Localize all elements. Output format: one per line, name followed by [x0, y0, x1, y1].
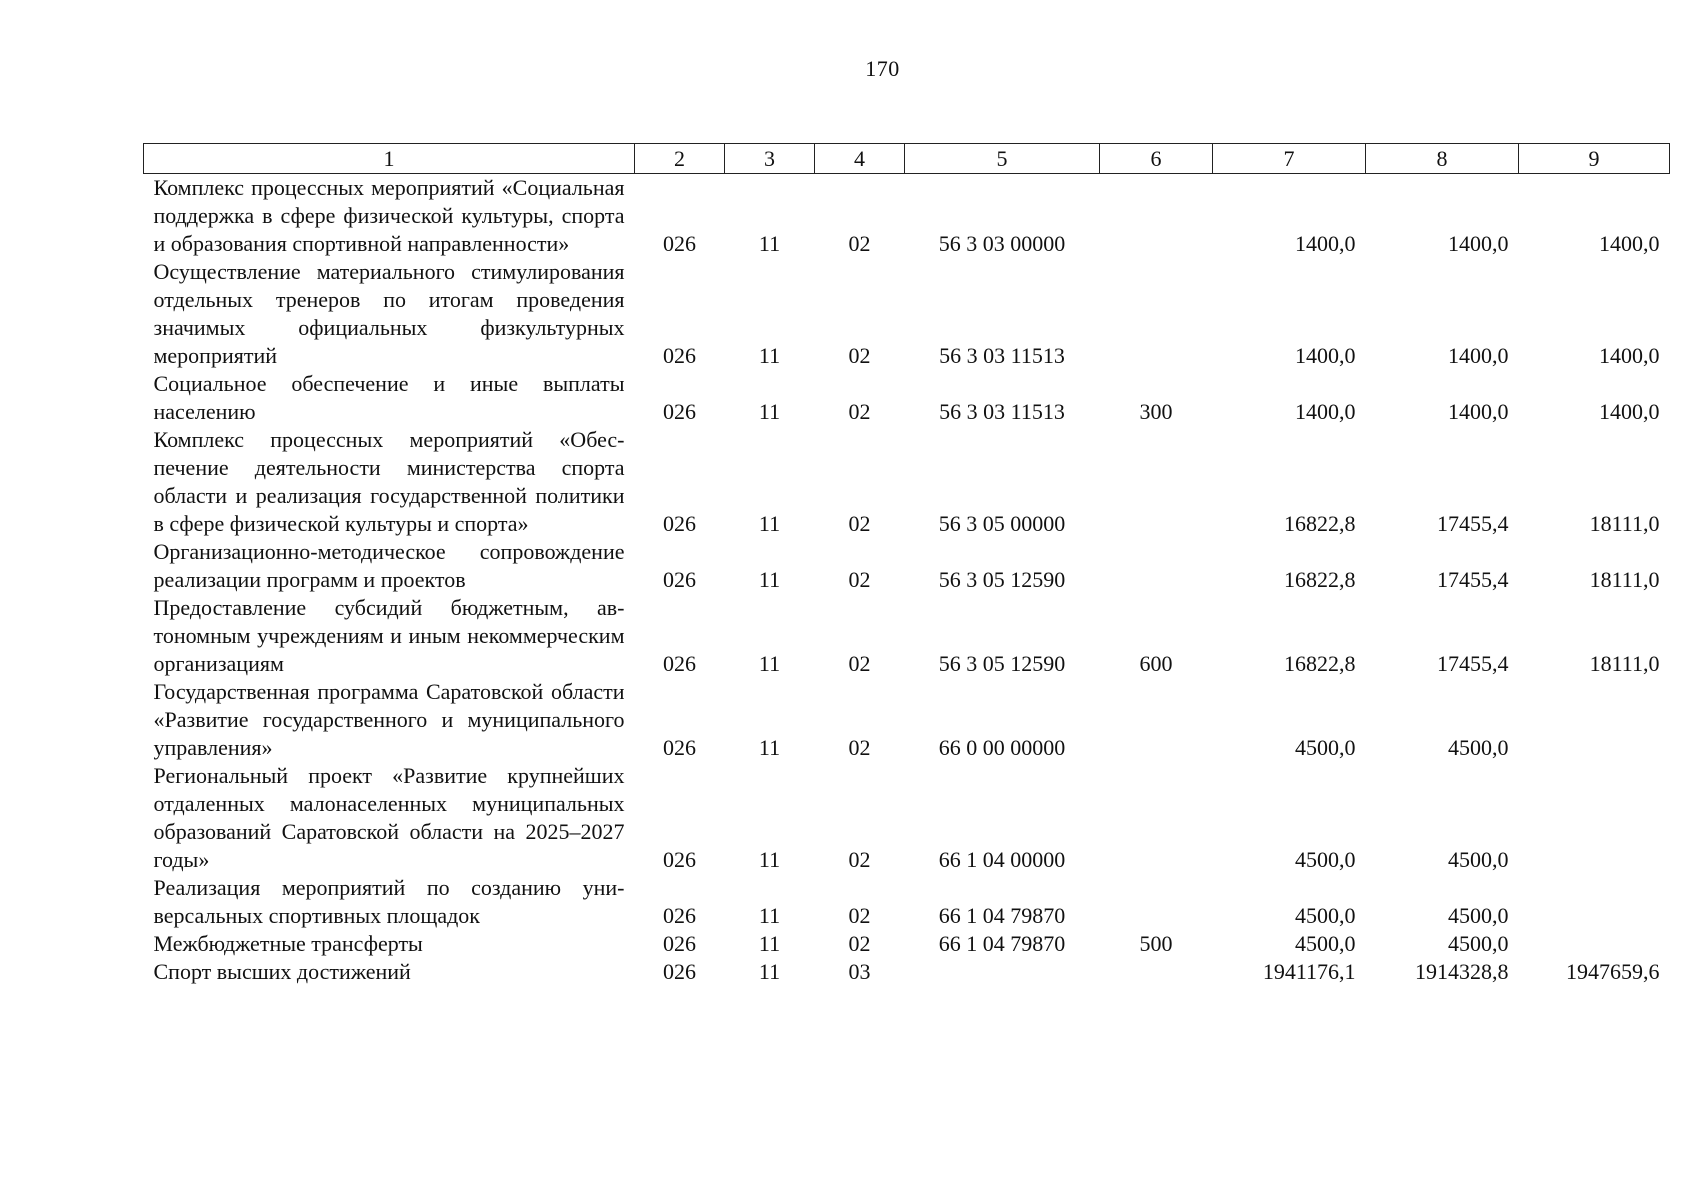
target-article-cell: 56 3 03 11513: [939, 399, 1065, 424]
subsection-cell: 02: [848, 343, 871, 368]
section-cell: 11: [758, 399, 781, 424]
section-cell: 11: [758, 959, 781, 984]
target-article-cell: 56 3 05 12590: [938, 567, 1066, 592]
amount-year1-cell: 1400,0: [1295, 399, 1356, 424]
amount-year2-cell: 1400,0: [1448, 231, 1509, 256]
target-article-cell: 66 1 04 00000: [938, 847, 1066, 872]
row-name-cell: Региональный проект «Развитие крупнейших отдаленных малонаселенных муниципальных образований Саратовской области на 2025–2027 годы»: [153, 763, 625, 872]
section-cell: 11: [758, 343, 781, 368]
amount-year1-cell: 4500,0: [1295, 903, 1356, 928]
amount-year1-cell: 16822,8: [1284, 651, 1356, 676]
subsection-cell: 03: [848, 959, 871, 984]
table-row: [144, 678, 1670, 762]
amount-year1-cell: 1941176,1: [1262, 959, 1356, 984]
row-name-cell: Предоставление субсидий бюджетным, автономным учреждениям и иным некоммерческим организациям: [153, 595, 625, 676]
table-row: [144, 874, 1670, 930]
expense-type-cell: 500: [1139, 931, 1173, 956]
budget-table: [143, 143, 1670, 986]
code-cell: 026: [663, 399, 696, 424]
amount-year2-cell: 4500,0: [1448, 903, 1509, 928]
row-name-cell: Организационно-методическое сопровождение реализации программ и проектов: [153, 539, 625, 592]
target-article-cell: 66 1 04 79870: [938, 903, 1066, 928]
expense-type-cell: [1100, 174, 1213, 259]
section-cell: 11: [758, 651, 781, 676]
table-row: [144, 174, 1670, 259]
row-name-cell: Межбюджетные трансферты: [153, 931, 423, 956]
table-body: [144, 174, 1670, 987]
column-header-7: 7: [1213, 144, 1366, 174]
amount-year1-cell: 4500,0: [1295, 847, 1356, 872]
amount-year1-cell: 1400,0: [1295, 343, 1356, 368]
column-header-4: 4: [815, 144, 905, 174]
table-row: [144, 426, 1670, 538]
target-article-cell: 56 3 03 11513: [939, 343, 1065, 368]
code-cell: 026: [663, 735, 696, 760]
amount-year3-cell: [1519, 874, 1670, 930]
column-number-row: [144, 144, 1670, 174]
amount-year2-cell: 17455,4: [1437, 511, 1509, 536]
subsection-cell: 02: [848, 931, 871, 956]
amount-year3-cell: 1947659,6: [1566, 959, 1660, 984]
code-cell: 026: [663, 847, 696, 872]
subsection-cell: 02: [848, 231, 871, 256]
subsection-cell: 02: [848, 735, 871, 760]
target-article-cell: 56 3 03 00000: [938, 231, 1066, 256]
amount-year2-cell: 1914328,8: [1415, 959, 1509, 984]
expense-type-cell: [1100, 538, 1213, 594]
subsection-cell: 02: [848, 903, 871, 928]
row-name-cell: Социальное обеспечение и иные выплаты населению: [153, 371, 625, 424]
row-name-cell: Комплекс процессных мероприятий «Социальная поддержка в сфере физической культуры, спорта и образования спортивной направленности»: [153, 175, 625, 256]
column-header-5: 5: [905, 144, 1100, 174]
amount-year3-cell: 1400,0: [1599, 231, 1660, 256]
subsection-cell: 02: [848, 567, 871, 592]
amount-year2-cell: 17455,4: [1437, 567, 1509, 592]
amount-year3-cell: 18111,0: [1589, 511, 1660, 536]
code-cell: 026: [663, 931, 696, 956]
target-article-cell: 66 0 00 00000: [938, 735, 1066, 760]
column-header-6: 6: [1100, 144, 1213, 174]
expense-type-cell: 300: [1139, 399, 1173, 424]
subsection-cell: 02: [848, 847, 871, 872]
target-article-cell: [905, 958, 1100, 986]
amount-year1-cell: 4500,0: [1295, 931, 1356, 956]
row-name-cell: Комплекс процессных мероприятий «Обеспечение деятельности министерства спорта области и реализация государственной политики в сфере физической культуры и спорта»: [153, 427, 625, 536]
subsection-cell: 02: [848, 399, 871, 424]
table-row: [144, 594, 1670, 678]
column-header-3: 3: [725, 144, 815, 174]
code-cell: 026: [663, 959, 696, 984]
target-article-cell: 56 3 05 12590: [938, 651, 1066, 676]
row-name-cell: Осуществление материального стимулирования отдельных тренеров по итогам проведения значимых официальных физкультурных мероприятий: [153, 259, 625, 368]
column-header-2: 2: [635, 144, 725, 174]
subsection-cell: 02: [848, 511, 871, 536]
code-cell: 026: [663, 511, 696, 536]
table-row: [144, 762, 1670, 874]
amount-year3-cell: 1400,0: [1599, 343, 1660, 368]
expense-type-cell: [1100, 678, 1213, 762]
amount-year2-cell: 4500,0: [1448, 931, 1509, 956]
table-row: [144, 958, 1670, 986]
amount-year3-cell: 18111,0: [1589, 651, 1660, 676]
row-name-cell: Реализация мероприятий по созданию универсальных спортивных площадок: [153, 875, 625, 928]
amount-year1-cell: 16822,8: [1284, 567, 1356, 592]
row-name-cell: Государственная программа Саратовской области «Развитие государственного и муниципального управления»: [153, 679, 625, 760]
row-name-cell: Спорт высших достижений: [153, 959, 411, 984]
table-row: [144, 930, 1670, 958]
section-cell: 11: [758, 931, 781, 956]
amount-year1-cell: 1400,0: [1295, 231, 1356, 256]
code-cell: 026: [663, 231, 696, 256]
expense-type-cell: [1100, 762, 1213, 874]
target-article-cell: 56 3 05 00000: [938, 511, 1066, 536]
table-row: [144, 370, 1670, 426]
amount-year2-cell: 4500,0: [1448, 735, 1509, 760]
section-cell: 11: [758, 903, 781, 928]
amount-year3-cell: [1519, 930, 1670, 958]
section-cell: 11: [758, 847, 781, 872]
section-cell: 11: [758, 231, 781, 256]
target-article-cell: 66 1 04 79870: [938, 931, 1066, 956]
column-header-9: 9: [1519, 144, 1670, 174]
expense-type-cell: [1100, 958, 1213, 986]
amount-year2-cell: 17455,4: [1437, 651, 1509, 676]
column-header-8: 8: [1366, 144, 1519, 174]
table-row: [144, 538, 1670, 594]
code-cell: 026: [663, 903, 696, 928]
amount-year3-cell: [1519, 762, 1670, 874]
amount-year1-cell: 4500,0: [1295, 735, 1356, 760]
page-number: 170: [865, 56, 900, 81]
amount-year3-cell: 18111,0: [1589, 567, 1660, 592]
section-cell: 11: [758, 567, 781, 592]
expense-type-cell: [1100, 874, 1213, 930]
section-cell: 11: [758, 735, 781, 760]
column-header-1: 1: [144, 144, 635, 174]
expense-type-cell: [1100, 426, 1213, 538]
code-cell: 026: [663, 343, 696, 368]
amount-year2-cell: 1400,0: [1448, 399, 1509, 424]
section-cell: 11: [758, 511, 781, 536]
amount-year2-cell: 1400,0: [1448, 343, 1509, 368]
amount-year3-cell: 1400,0: [1599, 399, 1660, 424]
expense-type-cell: 600: [1139, 651, 1173, 676]
code-cell: 026: [663, 567, 696, 592]
subsection-cell: 02: [848, 651, 871, 676]
code-cell: 026: [663, 651, 696, 676]
amount-year1-cell: 16822,8: [1284, 511, 1356, 536]
expense-type-cell: [1100, 258, 1213, 370]
table-row: [144, 258, 1670, 370]
amount-year2-cell: 4500,0: [1448, 847, 1509, 872]
amount-year3-cell: [1519, 678, 1670, 762]
